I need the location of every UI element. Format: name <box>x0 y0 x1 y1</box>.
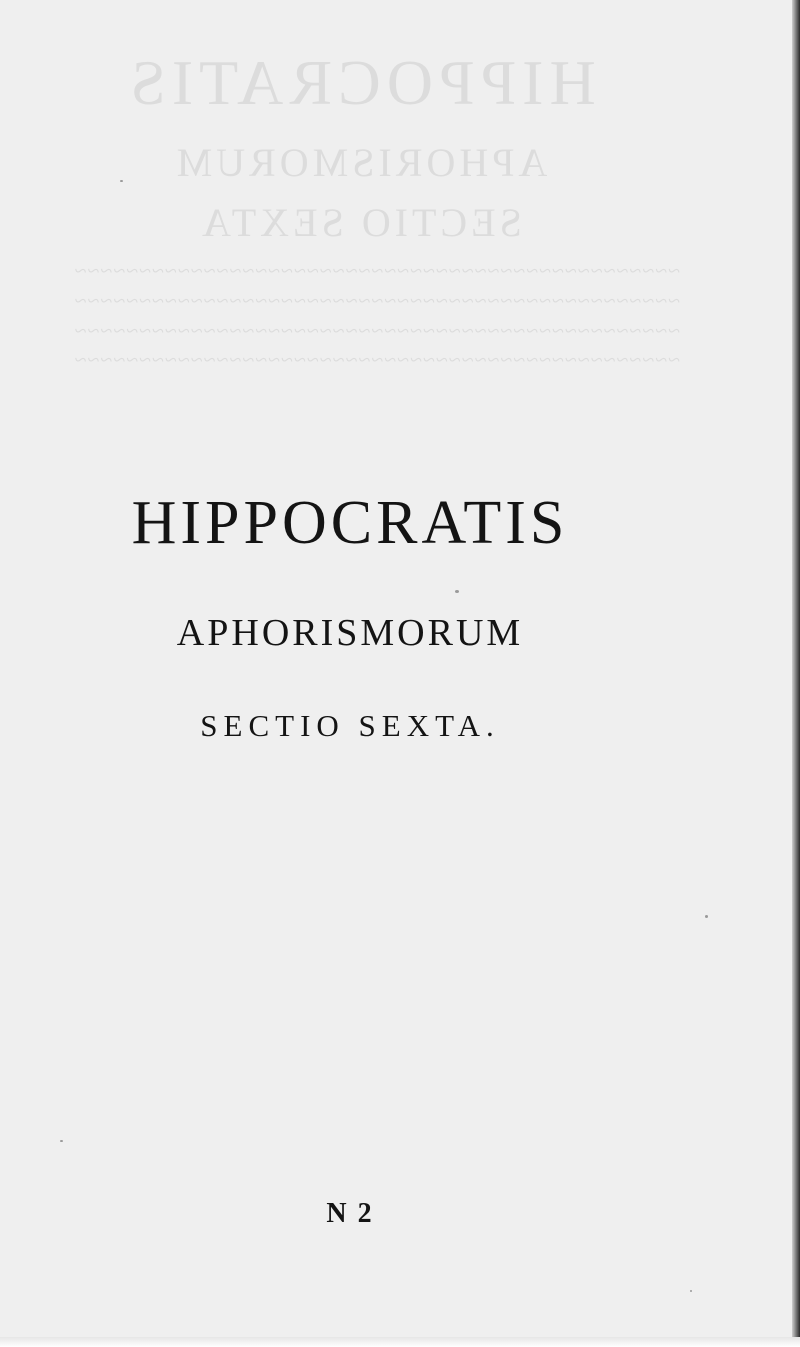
page-subtitle: APHORISMORUM <box>176 612 524 654</box>
bleed-through-line: ~~~~~~~~~~~~~~~~~~~~~~~~~~~~~~~~~~~~~~~~~~~~~~~ <box>73 288 680 314</box>
bleed-through-section: SECTIO SEXTA <box>198 200 522 246</box>
page-bottom-margin <box>0 1337 800 1347</box>
paper-speck <box>455 590 459 593</box>
bleed-through-line: ~~~~~~~~~~~~~~~~~~~~~~~~~~~~~~~~~~~~~~~~~~~~~~~ <box>73 347 680 373</box>
page-title: HIPPOCRATIS <box>131 489 569 557</box>
page-edge-shadow <box>792 0 800 1347</box>
paper-speck <box>690 1290 692 1292</box>
bleed-through-line: ~~~~~~~~~~~~~~~~~~~~~~~~~~~~~~~~~~~~~~~~~~~~~~~ <box>73 317 680 343</box>
paper-speck <box>60 1140 63 1142</box>
section-heading: SECTIO SEXTA. <box>200 708 500 743</box>
bleed-through-text <box>40 40 680 375</box>
bleed-through-line: ~~~~~~~~~~~~~~~~~~~~~~~~~~~~~~~~~~~~~~~~~~~~~~~ <box>73 258 680 284</box>
signature-mark: N 2 <box>326 1198 374 1229</box>
bleed-through-subheading: APHORISMORUM <box>172 140 548 186</box>
paper-speck <box>120 180 123 182</box>
bleed-through-heading: HIPPOCRATIS <box>124 47 596 118</box>
paper-speck <box>705 915 708 918</box>
